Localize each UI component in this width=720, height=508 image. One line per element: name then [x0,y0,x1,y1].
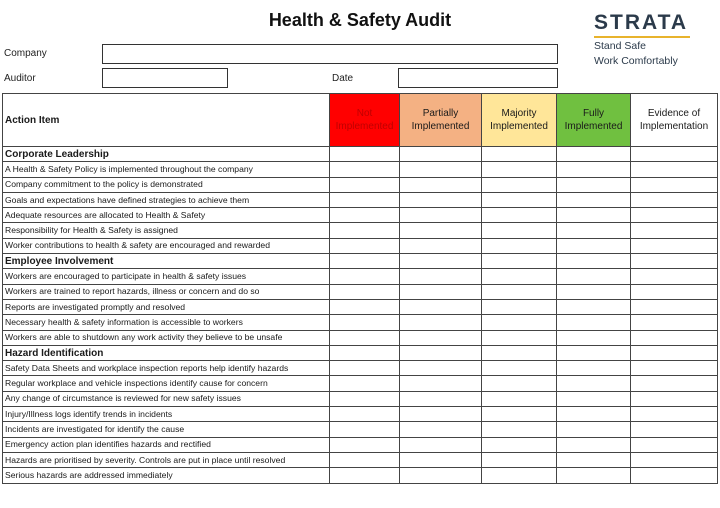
majority-implemented-cell[interactable] [482,437,557,452]
action-item-text: Adequate resources are allocated to Health & Safety [3,208,330,223]
section-title: Corporate Leadership [3,147,330,162]
not-implemented-cell[interactable] [330,452,400,467]
section-blank-cell [631,254,718,269]
fully-implemented-cell[interactable] [557,284,631,299]
partially-implemented-cell[interactable] [400,162,482,177]
not-implemented-cell[interactable] [330,315,400,330]
fully-implemented-cell[interactable] [557,437,631,452]
majority-implemented-cell[interactable] [482,162,557,177]
table-row [3,269,718,284]
fully-implemented-cell[interactable] [557,177,631,192]
section-blank-cell [330,254,400,269]
not-implemented-cell[interactable] [330,177,400,192]
section-blank-cell [400,345,482,360]
majority-implemented-cell[interactable] [482,376,557,391]
table-row [3,177,718,192]
action-item-text: Safety Data Sheets and workplace inspection reports help identify hazards [3,361,330,376]
majority-implemented-cell[interactable] [482,177,557,192]
partially-implemented-cell[interactable] [400,407,482,422]
audit-body [3,147,718,484]
partially-implemented-cell[interactable] [400,284,482,299]
section-row [3,254,718,269]
action-item-text: Workers are trained to report hazards, illness or concern and do so [3,284,330,299]
table-row [3,284,718,299]
not-implemented-cell[interactable] [330,361,400,376]
fully-implemented-cell[interactable] [557,192,631,207]
majority-implemented-cell[interactable] [482,315,557,330]
table-row [3,315,718,330]
table-row [3,468,718,483]
not-implemented-cell[interactable] [330,223,400,238]
majority-implemented-cell[interactable] [482,391,557,406]
fully-implemented-cell[interactable] [557,422,631,437]
majority-implemented-cell[interactable] [482,238,557,253]
majority-implemented-cell[interactable] [482,422,557,437]
evidence-cell[interactable] [631,315,718,330]
fully-implemented-cell[interactable] [557,468,631,483]
evidence-cell[interactable] [631,407,718,422]
evidence-cell[interactable] [631,177,718,192]
auditor-label: Auditor [4,73,36,84]
not-implemented-cell[interactable] [330,376,400,391]
table-row [3,437,718,452]
fully-implemented-cell[interactable] [557,299,631,314]
evidence-cell[interactable] [631,391,718,406]
logo-underline [594,36,690,38]
page-title: Health & Safety Audit [268,10,452,30]
date-field[interactable] [398,68,558,88]
table-row [3,162,718,177]
section-blank-cell [557,147,631,162]
fully-implemented-cell[interactable] [557,162,631,177]
table-row [3,238,718,253]
logo-wordmark: STRATA [594,11,689,34]
partially-implemented-cell[interactable] [400,437,482,452]
col-action-item: Action Item [3,94,330,147]
evidence-cell[interactable] [631,422,718,437]
action-item-text: Regular workplace and vehicle inspections identify cause for concern [3,376,330,391]
fully-implemented-cell[interactable] [557,330,631,345]
partially-implemented-cell[interactable] [400,269,482,284]
partially-implemented-cell[interactable] [400,376,482,391]
fully-implemented-cell[interactable] [557,452,631,467]
evidence-cell[interactable] [631,284,718,299]
partially-implemented-cell[interactable] [400,192,482,207]
majority-implemented-cell[interactable] [482,269,557,284]
majority-implemented-cell[interactable] [482,452,557,467]
table-row [3,223,718,238]
company-label: Company [4,48,47,59]
evidence-cell[interactable] [631,208,718,223]
partially-implemented-cell[interactable] [400,299,482,314]
section-title: Employee Involvement [3,254,330,269]
action-item-text: Workers are encouraged to participate in health & safety issues [3,269,330,284]
section-title: Hazard Identification [3,345,330,360]
col-fully-implemented: Fully Implemented [557,94,631,147]
evidence-cell[interactable] [631,192,718,207]
action-item-text: Any change of circumstance is reviewed for new safety issues [3,391,330,406]
not-implemented-cell[interactable] [330,208,400,223]
not-implemented-cell[interactable] [330,238,400,253]
logo-tagline-1: Stand Safe [594,40,646,52]
fully-implemented-cell[interactable] [557,407,631,422]
fully-implemented-cell[interactable] [557,269,631,284]
not-implemented-cell[interactable] [330,299,400,314]
section-blank-cell [400,147,482,162]
fully-implemented-cell[interactable] [557,361,631,376]
col-majority-implemented: Majority Implemented [482,94,557,147]
not-implemented-cell[interactable] [330,269,400,284]
strata-logo [594,12,704,68]
evidence-cell[interactable] [631,299,718,314]
not-implemented-cell[interactable] [330,192,400,207]
col-partially-implemented: Partially Implemented [400,94,482,147]
section-blank-cell [631,345,718,360]
evidence-cell[interactable] [631,437,718,452]
not-implemented-cell[interactable] [330,422,400,437]
table-row [3,407,718,422]
not-implemented-cell[interactable] [330,468,400,483]
majority-implemented-cell[interactable] [482,208,557,223]
audit-table [2,93,718,484]
table-row [3,299,718,314]
not-implemented-cell[interactable] [330,284,400,299]
fully-implemented-cell[interactable] [557,376,631,391]
section-row [3,147,718,162]
action-item-text: Worker contributions to health & safety are encouraged and rewarded [3,238,330,253]
section-blank-cell [557,254,631,269]
table-row [3,376,718,391]
partially-implemented-cell[interactable] [400,391,482,406]
section-blank-cell [330,345,400,360]
evidence-cell[interactable] [631,330,718,345]
section-row [3,345,718,360]
majority-implemented-cell[interactable] [482,468,557,483]
evidence-cell[interactable] [631,269,718,284]
majority-implemented-cell[interactable] [482,407,557,422]
logo-tagline-2: Work Comfortably [594,55,678,67]
partially-implemented-cell[interactable] [400,208,482,223]
evidence-cell[interactable] [631,238,718,253]
fully-implemented-cell[interactable] [557,315,631,330]
not-implemented-cell[interactable] [330,407,400,422]
action-item-text: A Health & Safety Policy is implemented throughout the company [3,162,330,177]
table-row [3,361,718,376]
col-evidence: Evidence of Implementation [631,94,718,147]
section-blank-cell [482,147,557,162]
evidence-cell[interactable] [631,376,718,391]
action-item-text: Emergency action plan identifies hazards and rectified [3,437,330,452]
action-item-text: Workers are able to shutdown any work activity they believe to be unsafe [3,330,330,345]
not-implemented-cell[interactable] [330,391,400,406]
not-implemented-cell[interactable] [330,437,400,452]
partially-implemented-cell[interactable] [400,452,482,467]
majority-implemented-cell[interactable] [482,284,557,299]
section-blank-cell [631,147,718,162]
action-item-text: Injury/Illness logs identify trends in incidents [3,407,330,422]
table-row [3,330,718,345]
evidence-cell[interactable] [631,361,718,376]
table-row [3,192,718,207]
table-row [3,391,718,406]
table-row [3,452,718,467]
action-item-text: Hazards are prioritised by severity. Controls are put in place until resolved [3,452,330,467]
partially-implemented-cell[interactable] [400,223,482,238]
evidence-cell[interactable] [631,468,718,483]
evidence-cell[interactable] [631,223,718,238]
action-item-text: Incidents are investigated for identify the cause [3,422,330,437]
majority-implemented-cell[interactable] [482,330,557,345]
section-blank-cell [557,345,631,360]
partially-implemented-cell[interactable] [400,468,482,483]
section-blank-cell [400,254,482,269]
action-item-text: Reports are investigated promptly and resolved [3,299,330,314]
partially-implemented-cell[interactable] [400,330,482,345]
majority-implemented-cell[interactable] [482,192,557,207]
majority-implemented-cell[interactable] [482,299,557,314]
table-row [3,208,718,223]
auditor-field[interactable] [102,68,228,88]
fully-implemented-cell[interactable] [557,391,631,406]
action-item-text: Responsibility for Health & Safety is assigned [3,223,330,238]
partially-implemented-cell[interactable] [400,238,482,253]
company-field[interactable] [102,44,558,64]
majority-implemented-cell[interactable] [482,361,557,376]
section-blank-cell [482,345,557,360]
action-item-text: Company commitment to the policy is demonstrated [3,177,330,192]
col-not-implemented: Not Implemented [330,94,400,147]
action-item-text: Necessary health & safety information is accessible to workers [3,315,330,330]
partially-implemented-cell[interactable] [400,422,482,437]
partially-implemented-cell[interactable] [400,361,482,376]
section-blank-cell [482,254,557,269]
fully-implemented-cell[interactable] [557,223,631,238]
fully-implemented-cell[interactable] [557,238,631,253]
not-implemented-cell[interactable] [330,162,400,177]
evidence-cell[interactable] [631,452,718,467]
majority-implemented-cell[interactable] [482,223,557,238]
fully-implemented-cell[interactable] [557,208,631,223]
date-label: Date [332,73,354,84]
action-item-text: Serious hazards are addressed immediately [3,468,330,483]
evidence-cell[interactable] [631,162,718,177]
section-blank-cell [330,147,400,162]
not-implemented-cell[interactable] [330,330,400,345]
action-item-text: Goals and expectations have defined strategies to achieve them [3,192,330,207]
table-header-row [3,94,718,147]
partially-implemented-cell[interactable] [400,315,482,330]
partially-implemented-cell[interactable] [400,177,482,192]
table-row [3,422,718,437]
